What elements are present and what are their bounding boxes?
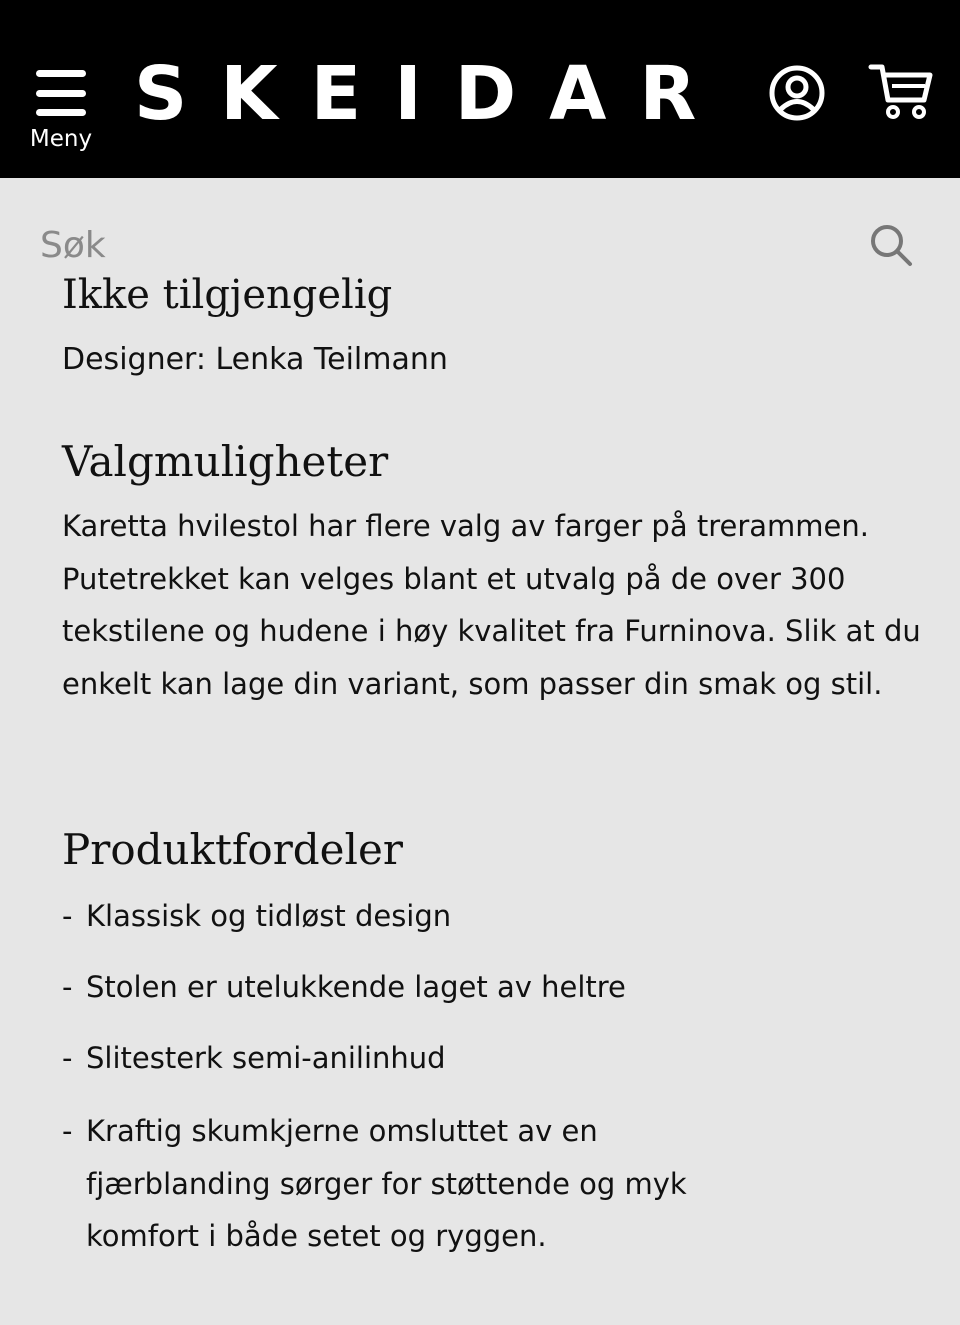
- cutoff-text: Ikke tilgjengelig: [62, 272, 393, 318]
- options-description: Karetta hvilestol har flere valg av farger på trerammen. Putetrekket kan velges blant et utvalg på de over 300 tekstilene og hudene i høy kvalitet fra Furninova. Slik at du enkelt kan lage din variant, som passer din smak og stil.: [62, 509, 921, 701]
- search-input[interactable]: [38, 216, 842, 274]
- list-dash: -: [62, 1041, 73, 1075]
- designer-line: Designer: Lenka Teilmann: [62, 342, 448, 377]
- benefit-text: Stolen er utelukkende laget av heltre: [86, 970, 626, 1004]
- benefit-text: Slitesterk semi-anilinhud: [86, 1041, 446, 1075]
- site-logo[interactable]: SKEIDAR: [134, 51, 730, 137]
- site-header: [0, 0, 960, 178]
- options-heading: Valgmuligheter: [62, 437, 389, 486]
- list-dash: -: [62, 970, 73, 1004]
- benefit-text: Klassisk og tidløst design: [86, 899, 452, 933]
- hamburger-icon: [36, 70, 86, 116]
- benefit-item: [62, 1105, 922, 1263]
- menu-button[interactable]: [26, 66, 96, 158]
- cutoff-heading-fragment: [62, 272, 462, 322]
- benefit-item: [62, 961, 922, 1014]
- benefit-item: [62, 890, 922, 943]
- benefit-item: [62, 1032, 922, 1085]
- cart-icon[interactable]: [868, 62, 934, 122]
- list-dash: -: [62, 899, 73, 933]
- list-dash: -: [62, 1114, 73, 1148]
- account-icon[interactable]: [768, 64, 826, 122]
- menu-label: Meny: [29, 126, 93, 152]
- benefits-heading: Produktfordeler: [62, 825, 403, 874]
- search-icon[interactable]: [868, 222, 914, 268]
- benefit-text: Kraftig skumkjerne omsluttet av en fjærblanding sørger for støttende og myk komfort i både setet og ryggen.: [86, 1114, 687, 1254]
